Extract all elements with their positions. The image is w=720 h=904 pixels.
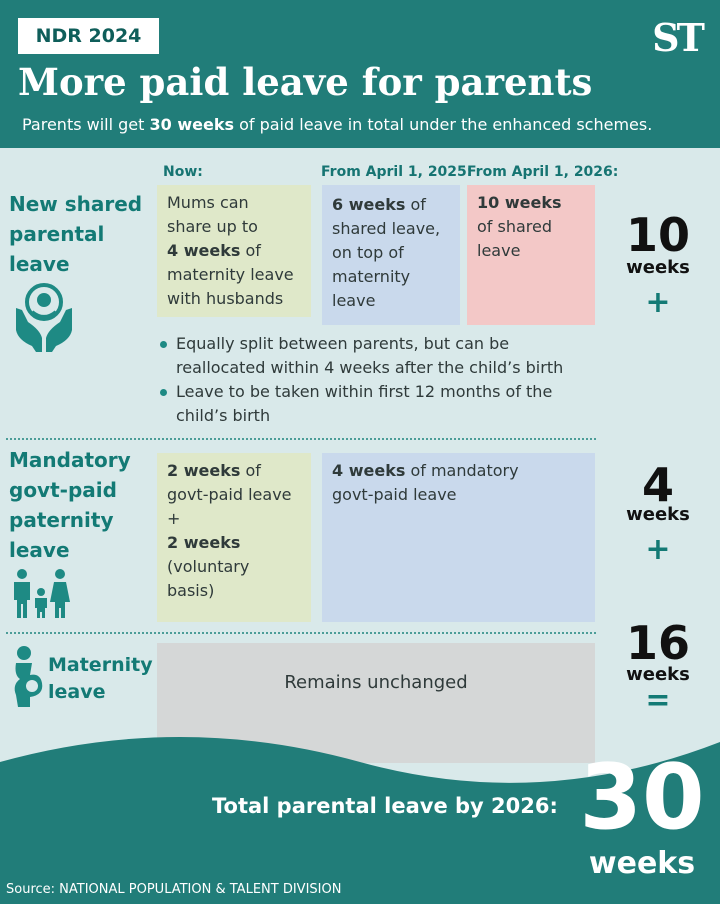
unchanged-text: Remains unchanged <box>284 672 468 693</box>
box-line: share up to <box>167 217 258 236</box>
shared-bullet-list <box>160 332 600 428</box>
box-line: on top of <box>332 243 404 262</box>
box-line: (voluntary basis) <box>167 557 250 600</box>
box-line-bold: 2 weeks <box>167 461 241 480</box>
shared-apr-2025-box <box>322 185 460 325</box>
box-line <box>167 531 301 555</box>
maternity-total-unit: weeks <box>626 664 690 685</box>
paternity-title <box>9 445 131 565</box>
pregnant-woman-icon <box>8 645 46 707</box>
plus-operator: + <box>645 532 671 567</box>
shared-total-unit: weeks <box>626 257 690 278</box>
total-unit: weeks <box>588 846 696 881</box>
equals-operator: = <box>645 683 671 718</box>
box-line-text: of <box>240 461 261 480</box>
box-line <box>167 239 301 263</box>
title-line: New shared <box>9 192 143 216</box>
box-line-bold: 6 weeks <box>332 195 406 214</box>
box-line-text: of <box>240 241 261 260</box>
box-line: maternity leave <box>167 265 294 284</box>
title-line: leave <box>9 252 70 276</box>
box-line: Mums can <box>167 193 249 212</box>
box-line <box>167 459 301 483</box>
shared-now-box <box>157 185 311 317</box>
maternity-title <box>48 652 153 706</box>
box-line-bold: 4 weeks <box>332 461 406 480</box>
box-line: + <box>167 509 181 528</box>
page-subtitle <box>22 114 712 136</box>
subtitle-text: Parents will get <box>22 115 150 134</box>
box-line: of shared <box>477 217 553 236</box>
paternity-now-box <box>157 453 311 622</box>
box-line-bold: 4 weeks <box>167 241 241 260</box>
section-divider <box>6 438 596 440</box>
box-line <box>332 459 585 483</box>
section-divider <box>6 632 596 634</box>
box-line: govt-paid leave <box>167 485 292 504</box>
list-item: Leave to be taken within first 12 months of the child’s birth <box>160 380 600 428</box>
box-line: shared leave, <box>332 219 441 238</box>
title-line: leave <box>48 681 106 703</box>
box-line: govt-paid leave <box>332 485 457 504</box>
box-line: leave <box>477 241 521 260</box>
box-line: maternity <box>332 267 411 286</box>
box-line-bold: 10 weeks <box>477 193 562 212</box>
column-heading-now: Now: <box>163 164 203 180</box>
page-title: More paid leave for parents <box>18 60 593 104</box>
list-item: Equally split between parents, but can be reallocated within 4 weeks after the child’s birth <box>160 332 600 380</box>
paternity-apr-2025-box <box>322 453 595 622</box>
ndr-badge: NDR 2024 <box>18 18 159 54</box>
header-banner <box>0 0 720 148</box>
total-number: 30 <box>579 745 705 850</box>
maternity-total-number: 16 <box>625 616 690 670</box>
box-line-bold: 2 weeks <box>167 533 241 552</box>
box-line-text: of <box>405 195 426 214</box>
plus-operator: + <box>645 285 671 320</box>
family-icon <box>8 568 74 618</box>
box-line <box>332 193 450 217</box>
total-label: Total parental leave by 2026: <box>212 794 558 818</box>
column-heading-apr-2025: From April 1, 2025: <box>321 164 473 180</box>
shared-apr-2026-box <box>467 185 595 325</box>
subtitle-highlight: 30 weeks <box>149 115 234 134</box>
st-logo: ST <box>652 15 702 60</box>
title-line: Maternity <box>48 654 153 676</box>
paternity-total-unit: weeks <box>626 504 690 525</box>
column-heading-apr-2026: From April 1, 2026: <box>467 164 619 180</box>
source-credit: Source: NATIONAL POPULATION & TALENT DIVISION <box>6 882 342 897</box>
paternity-total-number: 4 <box>641 458 674 512</box>
title-line: paternity <box>9 508 114 532</box>
box-line <box>477 191 585 215</box>
baby-in-hands-icon <box>10 282 78 352</box>
box-line-text: of mandatory <box>405 461 519 480</box>
title-line: parental <box>9 222 105 246</box>
shared-total-number: 10 <box>625 208 690 262</box>
title-line: leave <box>9 538 70 562</box>
subtitle-text-end: of paid leave in total under the enhanced schemes. <box>234 115 653 134</box>
shared-parental-title <box>9 189 142 279</box>
title-line: govt-paid <box>9 478 117 502</box>
box-line: leave <box>332 291 376 310</box>
title-line: Mandatory <box>9 448 131 472</box>
box-line: with husbands <box>167 289 284 308</box>
